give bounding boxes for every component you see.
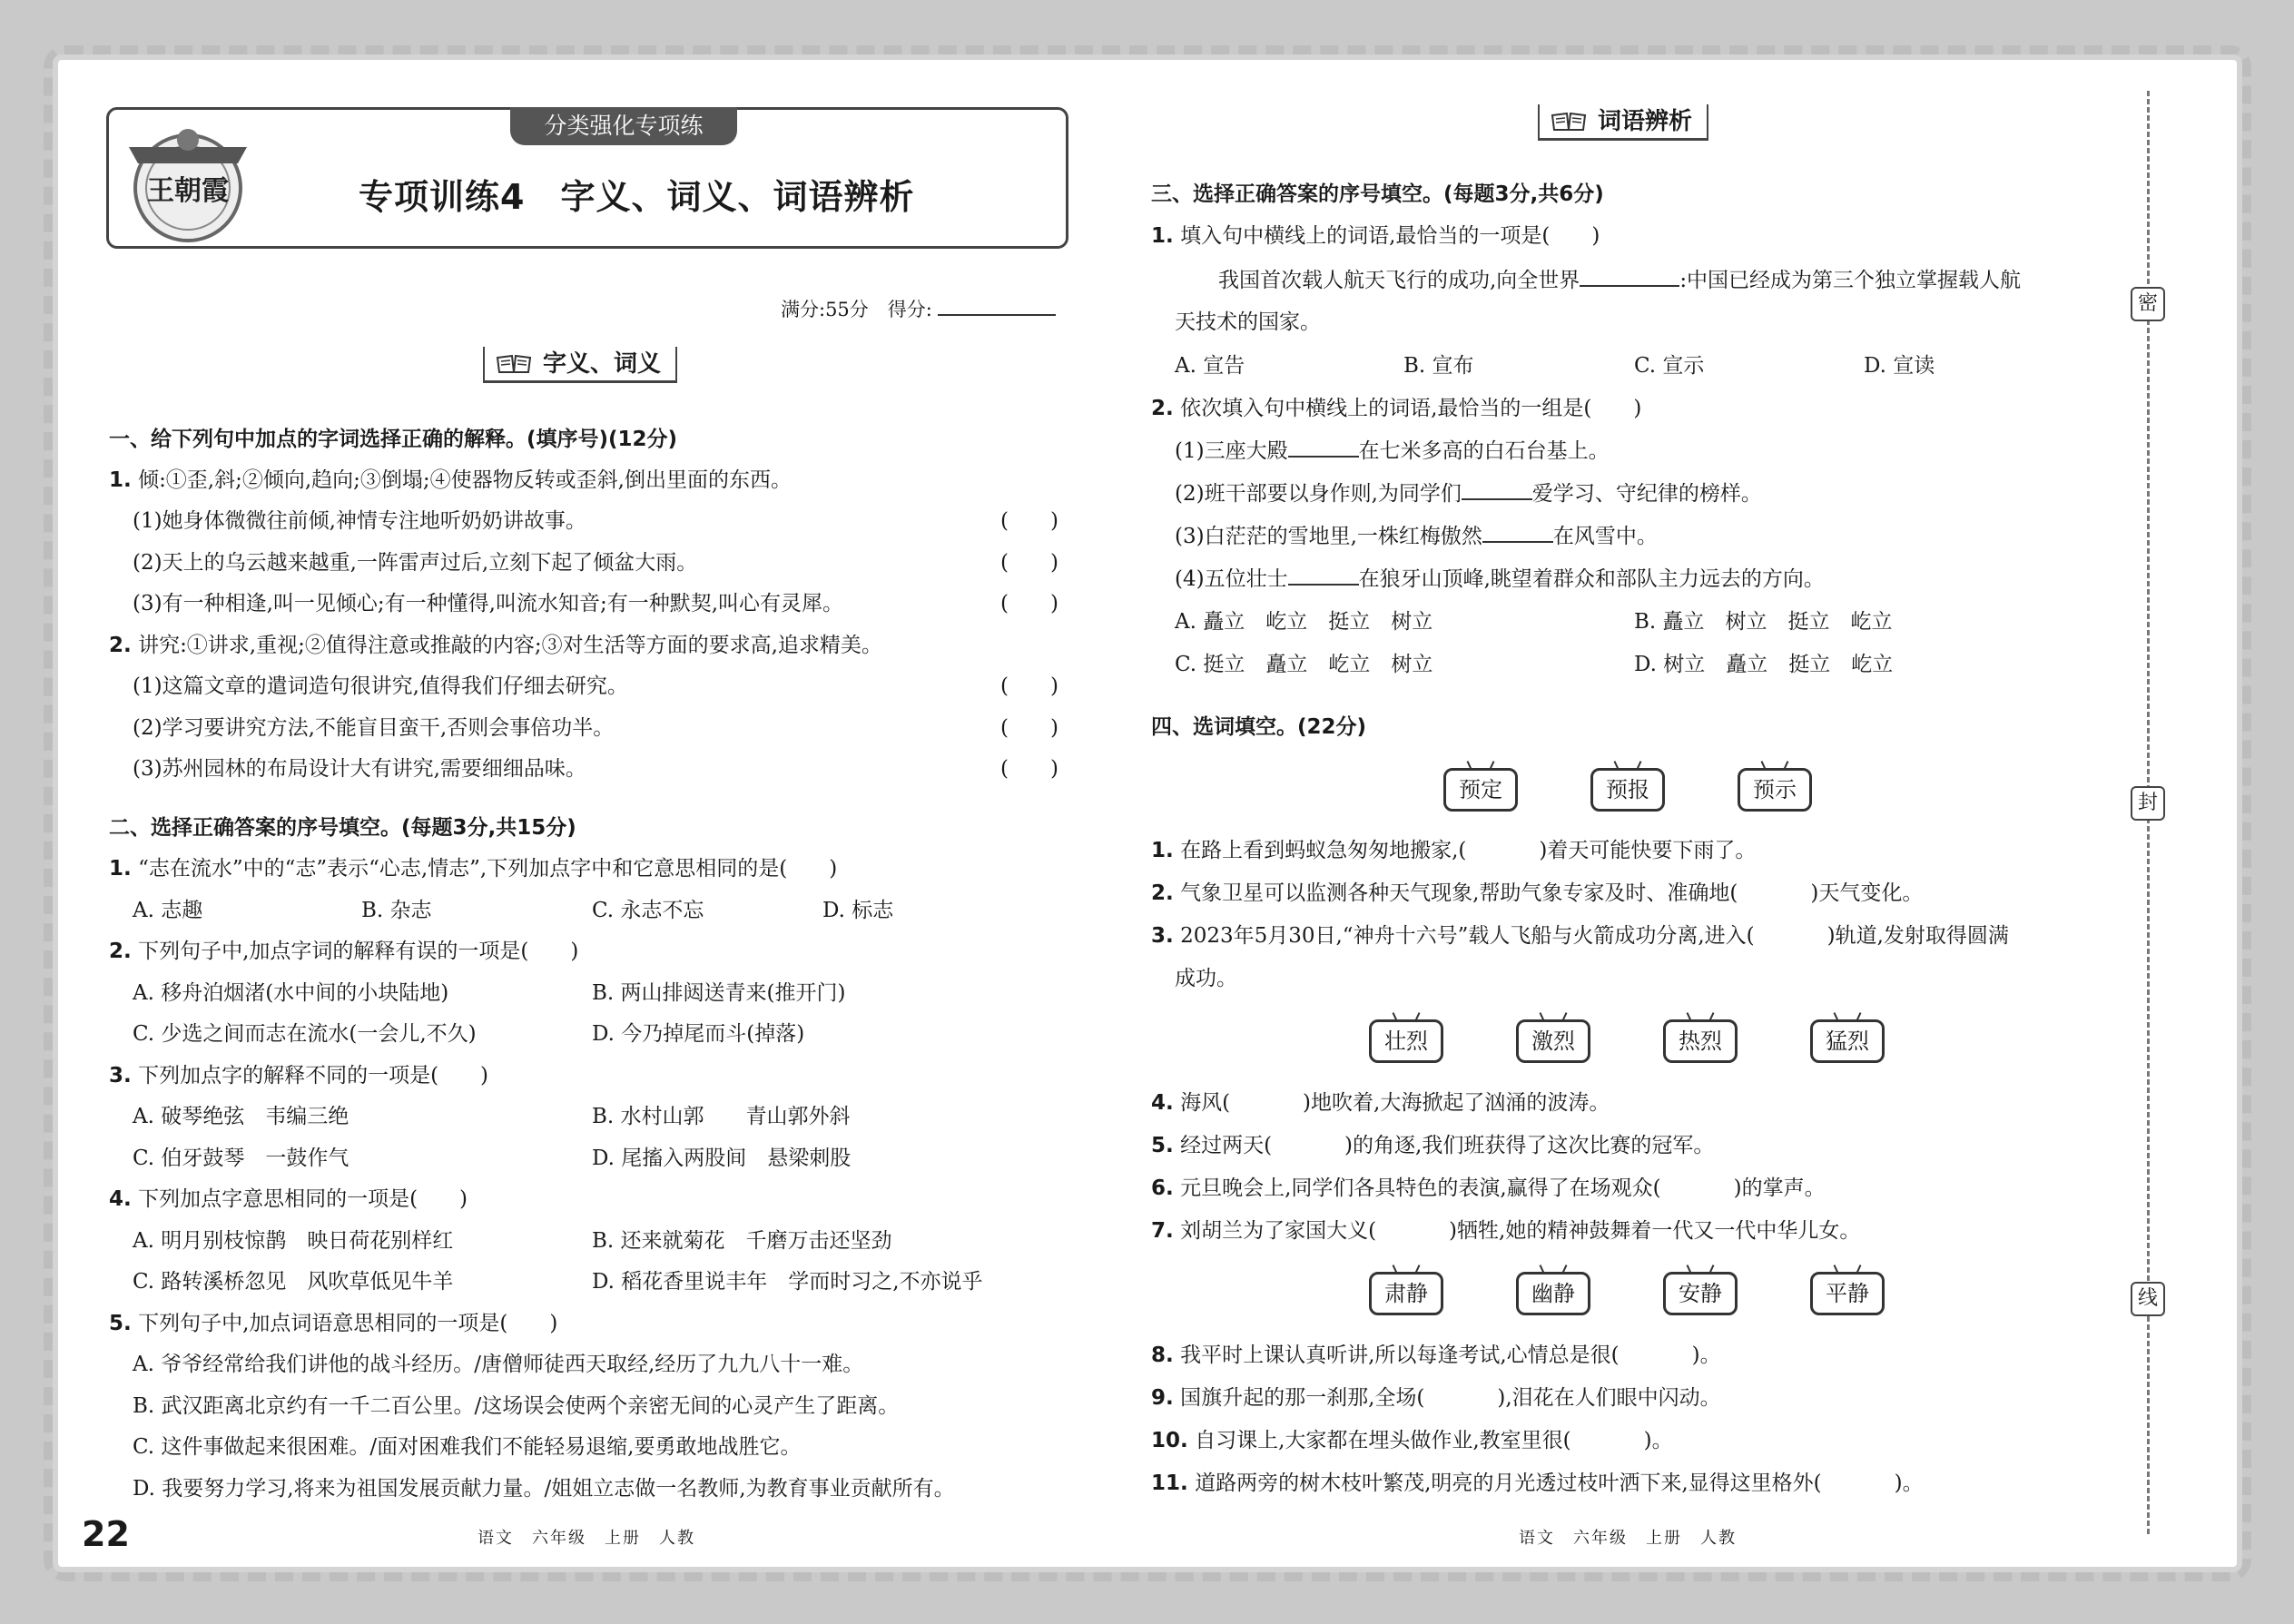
p1-q2-answer-2[interactable]: ( ) (1000, 716, 1058, 740)
logo-text: 王朝霞 (147, 175, 229, 207)
p1-q2-item-3: (3)苏州园林的布局设计大有讲究,需要细细品味。 (133, 757, 586, 781)
p3-q2-item-2-b: 爱学习、守纪律的榜样。 (1531, 482, 1762, 506)
p4-item-9-num: 9. (1151, 1386, 1174, 1410)
p4-item-4-a: 海风( (1180, 1091, 1231, 1115)
p1-q2-answer-3[interactable]: ( ) (1000, 757, 1058, 781)
word-card (1663, 1012, 1738, 1065)
p4-item-11 (1151, 1466, 1924, 1496)
p4-item-3-num: 3. (1151, 924, 1174, 948)
p3-q2-blank-1[interactable] (1288, 439, 1359, 458)
p3-q2-stem (1151, 391, 1641, 421)
p3-q1-option-a[interactable]: A. 宣告 (1175, 354, 1245, 378)
p4-item-6 (1151, 1171, 1826, 1201)
cut-mark-1: 密 (2131, 287, 2165, 321)
p3-q1-option-c[interactable]: C. 宣示 (1634, 354, 1705, 378)
word-card-text: 平静 (1810, 1272, 1885, 1315)
word-card-text: 幽静 (1516, 1272, 1590, 1315)
p2-q4-option-c[interactable]: C. 路转溪桥忽见 风吹草低见牛羊 (133, 1270, 454, 1294)
p1-q1-text: 倾:①歪,斜;②倾向,趋向;③倒塌;④使器物反转或歪斜,倒出里面的东西。 (138, 468, 792, 492)
p4-item-1-a: 在路上看到蚂蚁急匆匆地搬家,( (1180, 839, 1467, 862)
word-card-text: 预定 (1443, 768, 1518, 812)
p4-item-11-a: 道路两旁的树木枝叶繁茂,明亮的月光透过枝叶洒下来,显得这里格外( (1195, 1471, 1822, 1495)
p4-item-11-b: )。 (1894, 1471, 1924, 1495)
p2-q5-option-b[interactable]: B. 武汉距离北京约有一千二百公里。/这场误会使两个亲密无间的心灵产生了距离。 (133, 1394, 900, 1418)
p2-q3-option-b[interactable]: B. 水村山郭 青山郭外斜 (592, 1105, 851, 1128)
p4-item-11-num: 11. (1151, 1471, 1188, 1495)
p2-q5-option-c[interactable]: C. 这件事做起来很困难。/面对困难我们不能轻易退缩,要勇敢地战胜它。 (133, 1435, 802, 1459)
word-card (1810, 1012, 1885, 1065)
p4-item-10-b: )。 (1643, 1429, 1673, 1452)
word-card-text: 激烈 (1516, 1019, 1590, 1063)
score-label: 满分:55分 得分: (781, 299, 932, 320)
p3-q2-item-4-b: 在狼牙山顶峰,眺望着群众和部队主力远去的方向。 (1358, 567, 1825, 591)
p3-q2-item-1-b: 在七米多高的白石台基上。 (1358, 439, 1610, 463)
p2-q2-option-b[interactable]: B. 两山排闼送青来(推开门) (592, 981, 846, 1005)
p3-q2-item-4 (1175, 562, 1825, 592)
p2-q4-num: 4. (109, 1187, 132, 1211)
section-banner-right (1538, 104, 1708, 141)
p4-item-9 (1151, 1381, 1721, 1411)
p2-q2-stem (109, 934, 578, 964)
p1-q1-num: 1. (109, 468, 132, 492)
word-card (1590, 761, 1665, 813)
word-card (1663, 1265, 1738, 1317)
p1-q2-stem (109, 628, 882, 658)
p3-q2-option-b[interactable]: B. 矗立 树立 挺立 屹立 (1634, 610, 1893, 634)
p2-q5-stem (109, 1306, 557, 1336)
p2-q2-text: 下列句子中,加点字词的解释有误的一项是( ) (138, 940, 579, 963)
p4-item-6-a: 元旦晚会上,同学们各具特色的表演,赢得了在场观众( (1180, 1176, 1661, 1200)
p4-item-4 (1151, 1086, 1610, 1116)
p2-q1-option-a[interactable]: A. 志趣 (133, 899, 203, 922)
p2-q2-option-c[interactable]: C. 少选之间而志在流水(一会儿,不久) (133, 1022, 477, 1046)
word-card (1810, 1265, 1885, 1317)
p1-q1-stem (109, 463, 792, 493)
p2-q3-option-c[interactable]: C. 伯牙鼓琴 一鼓作气 (133, 1147, 350, 1170)
p3-q2-option-c[interactable]: C. 挺立 矗立 屹立 树立 (1175, 653, 1433, 676)
section-title-right: 词语辨析 (1598, 108, 1693, 135)
score-blank[interactable] (938, 314, 1056, 316)
footer-left: 语文 六年级 上册 人教 (478, 1529, 695, 1548)
section-title-left: 字义、词义 (543, 350, 662, 378)
p4-item-3-cont: 成功。 (1175, 967, 1237, 990)
p4-item-8-num: 8. (1151, 1343, 1174, 1367)
p4-item-10-num: 10. (1151, 1429, 1188, 1452)
p1-q2-item-2: (2)学习要讲究方法,不能盲目蛮干,否则会事倍功半。 (133, 716, 615, 740)
p2-q1-stem (109, 851, 837, 881)
word-card-text: 安静 (1663, 1272, 1738, 1315)
p3-q1-sentence (1218, 263, 2021, 293)
p4-item-8 (1151, 1338, 1721, 1368)
word-card-text: 猛烈 (1810, 1019, 1885, 1063)
p4-item-5 (1151, 1128, 1714, 1158)
p2-q4-option-a[interactable]: A. 明月别枝惊鹊 映日荷花别样红 (133, 1229, 454, 1253)
p3-q2-item-3-a: (3)白茫茫的雪地里,一株红梅傲然 (1175, 525, 1482, 548)
p2-q4-text: 下列加点字意思相同的一项是( ) (138, 1187, 468, 1211)
p4-item-6-num: 6. (1151, 1176, 1174, 1200)
p4-item-1-num: 1. (1151, 839, 1174, 862)
word-card (1516, 1265, 1590, 1317)
p4-item-2 (1151, 876, 1923, 906)
p2-q1-num: 1. (109, 857, 132, 881)
publisher-logo (111, 111, 265, 247)
p2-q2-num: 2. (109, 940, 132, 963)
p4-item-3 (1151, 919, 2009, 949)
cut-mark-3: 线 (2131, 1282, 2165, 1316)
part3-heading: 三、选择正确答案的序号填空。(每题3分,共6分) (1151, 182, 1604, 206)
p4-item-1-b: )着天可能快要下雨了。 (1539, 839, 1757, 862)
p3-q2-item-2 (1175, 477, 1762, 507)
p2-q2-option-d[interactable]: D. 今乃掉尾而斗(掉落) (592, 1022, 805, 1046)
p4-item-9-b: ),泪花在人们眼中闪动。 (1497, 1386, 1721, 1410)
p3-q1-option-b[interactable]: B. 宣布 (1403, 354, 1474, 378)
p3-q2-option-d[interactable]: D. 树立 矗立 挺立 屹立 (1634, 653, 1894, 676)
p4-item-2-a: 气象卫星可以监测各种天气现象,帮助气象专家及时、准确地( (1180, 881, 1738, 905)
p4-item-9-a: 国旗升起的那一刹那,全场( (1180, 1386, 1425, 1410)
p3-q1-option-d[interactable]: D. 宣读 (1864, 354, 1935, 378)
cut-mark-2: 封 (2131, 786, 2165, 821)
word-card-text: 热烈 (1663, 1019, 1738, 1063)
p3-q2-blank-3[interactable] (1482, 525, 1553, 543)
p2-q4-stem (109, 1182, 468, 1212)
series-tab: 分类强化专项练 (510, 107, 737, 145)
p4-item-10 (1151, 1423, 1673, 1453)
p3-q1-text: 填入句中横线上的词语,最恰当的一项是( ) (1180, 224, 1600, 248)
p2-q3-option-a[interactable]: A. 破琴绝弦 韦编三绝 (133, 1105, 350, 1128)
p1-q1-answer-1[interactable]: ( ) (1000, 509, 1058, 533)
word-card (1516, 1012, 1590, 1065)
p2-q3-stem (109, 1058, 488, 1088)
p3-q2-item-2-a: (2)班干部要以身作则,为同学们 (1175, 482, 1462, 506)
p2-q5-num: 5. (109, 1312, 132, 1335)
part1-heading: 一、给下列句中加点的字词选择正确的解释。(填序号)(12分) (109, 428, 678, 451)
p4-item-1 (1151, 833, 1756, 863)
p4-item-3-b: )轨道,发射取得圆满 (1826, 924, 2009, 948)
p2-q1-option-c[interactable]: C. 永志不忘 (592, 899, 704, 922)
p4-item-8-b: )。 (1691, 1343, 1721, 1367)
p1-q2-num: 2. (109, 634, 132, 657)
p4-item-7-num: 7. (1151, 1219, 1174, 1243)
p4-item-2-b: )天气变化。 (1810, 881, 1924, 905)
p3-q2-text: 依次填入句中横线上的词语,最恰当的一组是( ) (1180, 397, 1642, 420)
p1-q1-answer-2[interactable]: ( ) (1000, 551, 1058, 575)
part2-heading: 二、选择正确答案的序号填空。(每题3分,共15分) (109, 816, 576, 840)
p3-q2-item-3 (1175, 519, 1658, 549)
p4-item-5-b: )的角逐,我们班获得了这次比赛的冠军。 (1344, 1134, 1715, 1157)
p4-item-10-a: 自习课上,大家都在埋头做作业,教室里很( (1195, 1429, 1571, 1452)
page-title: 专项训练4 字义、词义、词语辨析 (359, 177, 915, 217)
p4-item-5-num: 5. (1151, 1134, 1174, 1157)
word-card (1369, 1265, 1443, 1317)
p1-q1-item-1: (1)她身体微微往前倾,神情专注地听奶奶讲故事。 (133, 509, 586, 533)
book-icon (496, 354, 532, 374)
p3-q2-blank-4[interactable] (1288, 567, 1359, 586)
word-card-text: 预示 (1738, 768, 1812, 812)
p2-q3-option-d[interactable]: D. 尾搐入两股间 悬梁刺股 (592, 1147, 852, 1170)
word-card-text: 肃静 (1369, 1272, 1443, 1315)
part4-heading: 四、选词填空。(22分) (1151, 715, 1367, 739)
p4-item-3-a: 2023年5月30日,“神舟十六号”载人飞船与火箭成功分离,进入( (1180, 924, 1755, 948)
p4-item-4-num: 4. (1151, 1091, 1174, 1115)
p3-q1-sentence-b: :中国已经成为第三个独立掌握载人航 (1679, 269, 2022, 292)
p3-q2-item-4-a: (4)五位壮士 (1175, 567, 1288, 591)
p3-q2-blank-2[interactable] (1462, 482, 1532, 500)
word-card (1443, 761, 1518, 813)
p2-q5-option-a[interactable]: A. 爷爷经常给我们讲他的战斗经历。/唐僧师徒西天取经,经历了九九八十一难。 (133, 1353, 864, 1376)
p2-q3-num: 3. (109, 1064, 132, 1088)
p3-q2-num: 2. (1151, 397, 1174, 420)
word-card (1738, 761, 1812, 813)
book-icon (1551, 112, 1587, 132)
p2-q2-option-a[interactable]: A. 移舟泊烟渚(水中间的小块陆地) (133, 981, 449, 1005)
p3-q1-sentence-a: 我国首次载人航天飞行的成功,向全世界 (1218, 269, 1580, 292)
p2-q4-option-d[interactable]: D. 稻花香里说丰年 学而时习之,不亦说乎 (592, 1270, 983, 1294)
p4-item-2-num: 2. (1151, 881, 1174, 905)
score-line (781, 295, 1056, 322)
p3-q2-item-1 (1175, 434, 1610, 464)
p3-q1-blank[interactable] (1580, 269, 1679, 287)
p4-item-5-a: 经过两天( (1180, 1134, 1273, 1157)
p3-q2-option-a[interactable]: A. 矗立 屹立 挺立 树立 (1175, 610, 1433, 634)
p2-q3-text: 下列加点字的解释不同的一项是( ) (138, 1064, 489, 1088)
p3-q2-item-3-b: 在风雪中。 (1552, 525, 1658, 548)
word-card-text: 预报 (1590, 768, 1665, 812)
p3-q1-stem (1151, 219, 1600, 249)
p1-q1-item-2: (2)天上的乌云越来越重,一阵雷声过后,立刻下起了倾盆大雨。 (133, 551, 698, 575)
p2-q1-option-d[interactable]: D. 标志 (822, 899, 894, 922)
p4-item-7 (1151, 1214, 1860, 1244)
p4-item-7-b: )牺牲,她的精神鼓舞着一代又一代中华儿女。 (1449, 1219, 1861, 1243)
p1-q2-item-1: (1)这篇文章的遣词造句很讲究,值得我们仔细去研究。 (133, 674, 628, 698)
p4-item-4-b: )地吹着,大海掀起了汹涌的波涛。 (1303, 1091, 1610, 1115)
p1-q1-item-3: (3)有一种相逢,叫一见倾心;有一种懂得,叫流水知音;有一种默契,叫心有灵犀。 (133, 592, 844, 615)
p2-q5-text: 下列句子中,加点词语意思相同的一项是( ) (138, 1312, 558, 1335)
p1-q2-answer-1[interactable]: ( ) (1000, 674, 1058, 698)
footer-right: 语文 六年级 上册 人教 (1519, 1529, 1737, 1548)
p4-item-7-a: 刘胡兰为了家国大义( (1180, 1219, 1377, 1243)
p2-q1-text: “志在流水”中的“志”表示“心志,情志”,下列加点字中和它意思相同的是( ) (138, 857, 838, 881)
section-banner-left (483, 347, 677, 383)
word-card (1369, 1012, 1443, 1065)
p3-q1-num: 1. (1151, 224, 1174, 248)
p3-q1-sentence-c: 天技术的国家。 (1175, 310, 1321, 334)
p1-q2-text: 讲究:①讲求,重视;②值得注意或推敲的内容;③对生活等方面的要求高,追求精美。 (138, 634, 882, 657)
p2-q1-option-b[interactable]: B. 杂志 (361, 899, 432, 922)
word-card-text: 壮烈 (1369, 1019, 1443, 1063)
page-number: 22 (82, 1514, 130, 1554)
p4-item-8-a: 我平时上课认真听讲,所以每逢考试,心情总是很( (1180, 1343, 1620, 1367)
p2-q4-option-b[interactable]: B. 还来就菊花 千磨万击还坚劲 (592, 1229, 892, 1253)
p4-item-6-b: )的掌声。 (1733, 1176, 1826, 1200)
p1-q1-answer-3[interactable]: ( ) (1000, 592, 1058, 615)
p2-q5-option-d[interactable]: D. 我要努力学习,将来为祖国发展贡献力量。/姐姐立志做一名教师,为教育事业贡献所有。 (133, 1477, 955, 1501)
p3-q2-item-1-a: (1)三座大殿 (1175, 439, 1288, 463)
